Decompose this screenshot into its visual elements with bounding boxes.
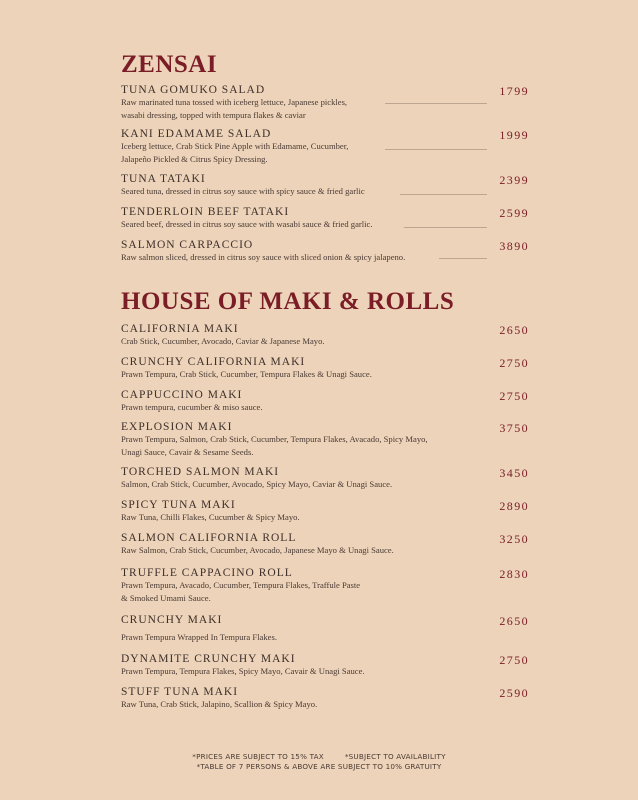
item-description: Seared tuna, dressed in citrus soy sauce with spicy sauce & fried garlic [121, 186, 365, 196]
footer-line-2 [0, 762, 638, 771]
menu-item [121, 686, 531, 711]
item-name: TRUFFLE CAPPACINO ROLL [121, 567, 293, 579]
item-description: Prawn Tempura, Tempura Flakes, Spicy Mayo, Cavair & Unagi Sauce. [121, 666, 365, 676]
item-name: TENDERLOIN BEEF TATAKI [121, 206, 290, 218]
item-name: SALMON CARPACCIO [121, 239, 254, 251]
item-name: TUNA GOMUKO SALAD [121, 84, 266, 96]
item-description: Prawn tempura, cucumber & miso sauce. [121, 402, 263, 412]
item-name: DYNAMITE CRUNCHY MAKI [121, 653, 296, 665]
item-description: Salmon, Crab Stick, Cucumber, Avocado, Spicy Mayo, Caviar & Unagi Sauce. [121, 479, 393, 489]
item-price: 2599 [499, 206, 529, 220]
menu-item [121, 323, 531, 348]
item-price: 3750 [499, 421, 529, 435]
item-name: CRUNCHY CALIFORNIA MAKI [121, 356, 306, 368]
item-name: CRUNCHY MAKI [121, 614, 223, 626]
item-description: Prawn Tempura, Avacado, Cucumber, Tempura Flakes, Traffule Paste [121, 580, 361, 590]
item-description: Prawn Tempura Wrapped In Tempura Flakes. [121, 632, 277, 642]
item-name: TUNA TATAKI [121, 173, 206, 185]
item-description: Raw salmon sliced, dressed in citrus soy sauce with sliced onion & spicy jalapeno. [121, 252, 406, 262]
item-description: Crab Stick, Cucumber, Avocado, Caviar & Japanese Mayo. [121, 336, 325, 346]
item-price: 3890 [499, 239, 529, 253]
section-title-zensai: ZENSAI [121, 51, 218, 78]
item-name: CAPPUCCINO MAKI [121, 389, 243, 401]
item-description: Prawn Tempura, Crab Stick, Cucumber, Tempura Flakes & Unagi Sauce. [121, 369, 372, 379]
item-description: wasabi dressing, topped with tempura flakes & caviar [121, 109, 306, 120]
menu-item [121, 173, 531, 198]
item-price: 2590 [499, 686, 529, 700]
item-name: STUFF TUNA MAKI [121, 686, 239, 698]
menu-item [121, 466, 531, 491]
footer-gratuity-note: *TABLE OF 7 PERSONS & ABOVE ARE SUBJECT TO 10% GRATUITY [196, 762, 442, 771]
footer-tax-note: *PRICES ARE SUBJECT TO 15% TAX [192, 752, 324, 761]
leader-line [439, 258, 487, 259]
item-price: 2750 [499, 356, 529, 370]
item-name: SALMON CALIFORNIA ROLL [121, 532, 297, 544]
item-price: 2890 [499, 499, 529, 513]
item-description: Seared beef, dressed in citrus soy sauce with wasabi sauce & fried garlic. [121, 219, 373, 229]
item-description: Raw marinated tuna tossed with iceberg lettuce, Japanese pickles, [121, 97, 348, 107]
section-title-house-of-maki-rolls: HOUSE OF MAKI & ROLLS [121, 288, 455, 315]
item-price: 3450 [499, 466, 529, 480]
item-description: Unagi Sauce, Cavair & Sesame Seeds. [121, 446, 254, 457]
menu-item [121, 567, 531, 604]
leader-line [404, 227, 487, 228]
item-description: Raw Tuna, Crab Stick, Jalapino, Scallion & Spicy Mayo. [121, 699, 318, 709]
menu-item [121, 239, 531, 264]
leader-line [385, 149, 487, 150]
item-description: Raw Tuna, Chilli Flakes, Cucumber & Spicy Mayo. [121, 512, 300, 522]
item-description: & Smoked Umami Sauce. [121, 592, 211, 603]
item-price: 2830 [499, 567, 529, 581]
menu-item [121, 389, 531, 414]
item-price: 3250 [499, 532, 529, 546]
item-name: EXPLOSION MAKI [121, 421, 233, 433]
item-name: SPICY TUNA MAKI [121, 499, 236, 511]
leader-line [400, 194, 487, 195]
leader-line [385, 103, 487, 104]
item-name: KANI EDAMAME SALAD [121, 128, 272, 140]
footer-line-1 [0, 752, 638, 761]
item-description: Raw Salmon, Crab Stick, Cucumber, Avocado, Japanese Mayo & Unagi Sauce. [121, 545, 394, 555]
item-price: 2399 [499, 173, 529, 187]
footer-availability-note: *SUBJECT TO AVAILABILITY [344, 752, 446, 761]
item-name: TORCHED SALMON MAKI [121, 466, 280, 478]
item-price: 2650 [499, 614, 529, 628]
item-price: 1999 [499, 128, 529, 142]
item-description: Prawn Tempura, Salmon, Crab Stick, Cucumber, Tempura Flakes, Avacado, Spicy Mayo, [121, 434, 428, 444]
menu-item [121, 128, 531, 165]
menu-item [121, 499, 531, 524]
menu-item [121, 206, 531, 231]
menu-item [121, 356, 531, 381]
item-name: CALIFORNIA MAKI [121, 323, 239, 335]
menu-item [121, 614, 531, 644]
menu-item [121, 653, 531, 678]
menu-item [121, 84, 531, 121]
item-price: 2750 [499, 389, 529, 403]
item-description: Iceberg lettuce, Crab Stick Pine Apple with Edamame, Cucumber, [121, 141, 349, 151]
menu-item [121, 532, 531, 557]
item-description: Jalapeño Pickled & Citrus Spicy Dressing. [121, 153, 268, 164]
item-price: 2750 [499, 653, 529, 667]
item-price: 2650 [499, 323, 529, 337]
item-price: 1799 [499, 84, 529, 98]
menu-item [121, 421, 531, 458]
